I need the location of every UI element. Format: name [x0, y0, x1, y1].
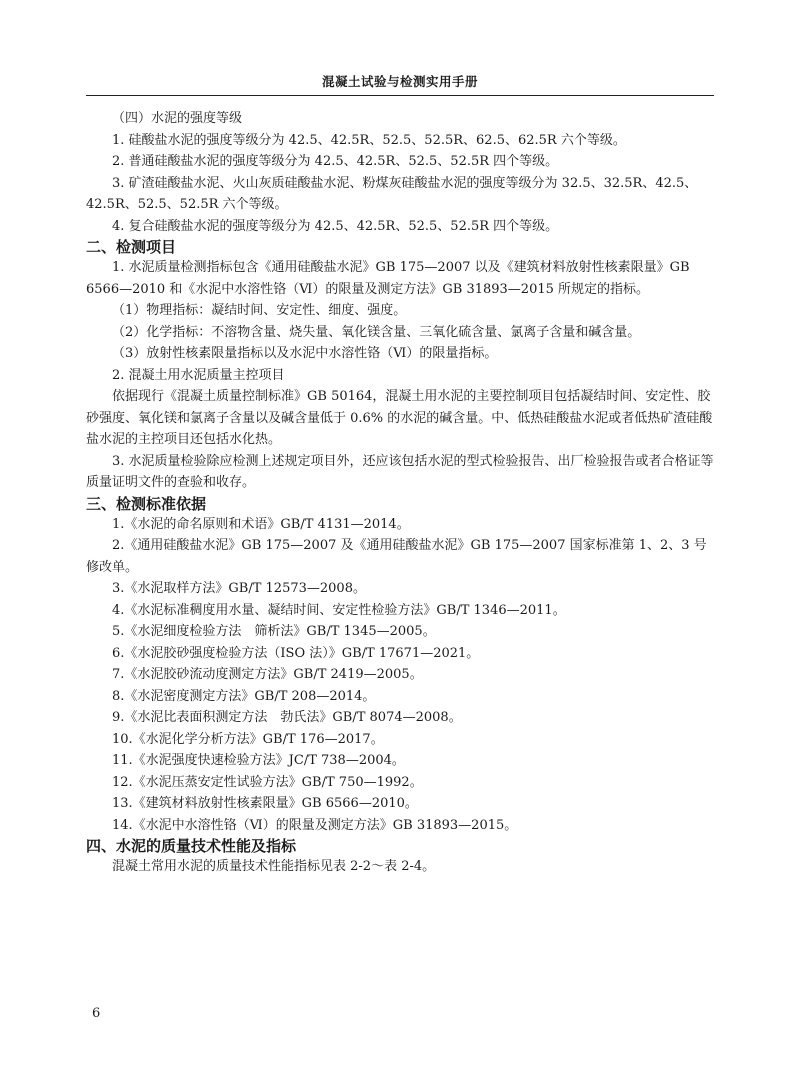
list-item: 2.《通用硅酸盐水泥》GB 175—2007 及《通用硅酸盐水泥》GB 175—2007 国家标准第 1、2、3 号修改单。 — [86, 538, 707, 575]
list-item: 9.《水泥比表面积测定方法 勃氏法》GB/T 8074—2008。 — [112, 710, 462, 725]
section-heading-quality-indicators: 四、水泥的质量技术性能及指标 — [86, 837, 297, 855]
page-number: 6 — [92, 1006, 101, 1021]
list-item: 11.《水泥强度快速检验方法》JC/T 738—2004。 — [112, 753, 405, 768]
running-header: 混凝土试验与检测实用手册 — [321, 74, 478, 89]
list-item: 4.《水泥标准稠度用水量、凝结时间、安定性检验方法》GB/T 1346—2011。 — [112, 602, 566, 618]
paragraph: 2. 混凝土用水泥质量主控项目 — [112, 367, 285, 383]
list-item: 2. 普通硅酸盐水泥的强度等级分为 42.5、42.5R、52.5、52.5R 四个等级。 — [112, 154, 559, 169]
list-item: （2）化学指标：不溶物含量、烧失量、氧化镁含量、三氧化硫含量、氯离子含量和碱含量。 — [112, 324, 641, 340]
paragraph: 混凝土常用水泥的质量技术性能指标见表 2-2～表 2-4。 — [112, 859, 436, 874]
paragraph: 3. 水泥质量检验除应检测上述规定项目外，还应该包括水泥的型式检验报告、出厂检验报告或者合格证等质量证明文件的查验和收存。 — [86, 453, 714, 490]
list-item: 3. 矿渣硅酸盐水泥、火山灰质硅酸盐水泥、粉煤灰硅酸盐水泥的强度等级分为 32.5、32.5R、42.5、42.5R、52.5、52.5R 六个等级。 — [86, 175, 698, 212]
section-heading-standards: 三、检测标准依据 — [86, 494, 207, 513]
list-item: 3.《水泥取样方法》GB/T 12573—2008。 — [112, 581, 366, 596]
list-item: 7.《水泥胶砂流动度测定方法》GB/T 2419—2005。 — [112, 667, 423, 682]
list-item: 4. 复合硅酸盐水泥的强度等级分为 42.5、42.5R、52.5、52.5R 四个等级。 — [112, 218, 559, 234]
list-item: 5.《水泥细度检验方法 筛析法》GB/T 1345—2005。 — [112, 624, 436, 639]
list-item: 6.《水泥胶砂强度检验方法（ISO 法）》GB/T 17671—2021。 — [112, 645, 480, 661]
paragraph: 1. 水泥质量检测指标包含《通用硅酸盐水泥》GB 175—2007 以及《建筑材料放射性核素限量》GB 6566—2010 和《水泥中水溶性铬（Ⅵ）的限量及测定方法》GB 31893—2015 所规定的指标。 — [86, 260, 690, 297]
list-item: （3）放射性核素限量指标以及水泥中水溶性铬（Ⅵ）的限量指标。 — [112, 346, 498, 361]
section-heading-test-items: 二、检测项目 — [86, 238, 177, 256]
list-item: 14.《水泥中水溶性铬（Ⅵ）的限量及测定方法》GB 31893—2015。 — [112, 817, 518, 833]
header-rule — [86, 95, 714, 96]
list-item: 1. 硅酸盐水泥的强度等级分为 42.5、42.5R、52.5、52.5R、62.5、62.5R 六个等级。 — [112, 132, 626, 148]
list-item: 13.《建筑材料放射性核素限量》GB 6566—2010。 — [112, 796, 418, 811]
list-item: 8.《水泥密度测定方法》GB/T 208—2014。 — [112, 688, 376, 704]
list-item: 1.《水泥的命名原则和术语》GB/T 4131—2014。 — [112, 516, 410, 532]
subsection-heading-strength-grades: （四）水泥的强度等级 — [112, 111, 243, 126]
list-item: 10.《水泥化学分析方法》GB/T 176—2017。 — [112, 731, 384, 747]
paragraph: 依据现行《混凝土质量控制标准》GB 50164，混凝土用水泥的主要控制项目包括凝结时间、安定性、胶砂强度、氧化镁和氯离子含量以及碱含量低于 0.6% 的水泥的碱含量。中、低热硅酸盐水泥或者低热矿渣硅酸盐水泥的主控项目还包括水化热。 — [86, 389, 713, 447]
list-item: （1）物理指标：凝结时间、安定性、细度、强度。 — [112, 303, 407, 318]
page-body — [86, 108, 714, 878]
list-item: 12.《水泥压蒸安定性试验方法》GB/T 750—1992。 — [112, 774, 423, 790]
